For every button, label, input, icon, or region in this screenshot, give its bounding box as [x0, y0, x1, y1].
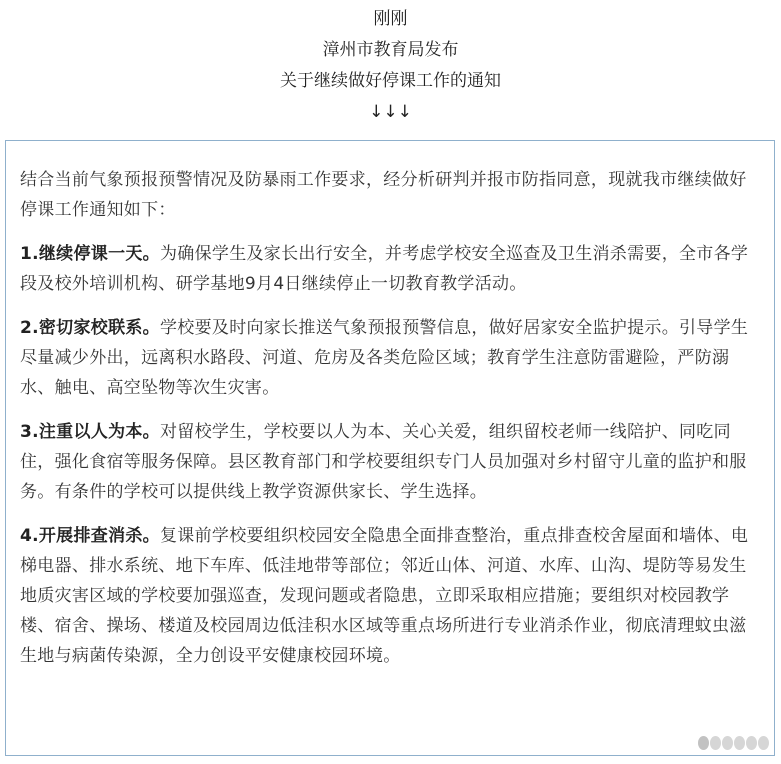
section-body: 学校要及时向家长推送气象预报预警信息，做好居家安全监护提示。引导学生尽量减少外出，远离积水路段、河道、危房及各类危险区域；教育学生注意防雷避险，严防溺水、触电、高空坠物等次生灾害。 — [20, 318, 749, 398]
section-title: 4.开展排查消杀。 — [20, 526, 160, 546]
notice-section-1 — [20, 239, 760, 299]
section-title: 2.密切家校联系。 — [20, 318, 160, 338]
notice-header — [0, 4, 781, 128]
notice-intro: 结合当前气象预报预警情况及防暴雨工作要求，经分析研判并报市防指同意，现就我市继续做好停课工作通知如下： — [20, 170, 747, 220]
header-arrows: ↓↓↓ — [369, 102, 412, 122]
watermark-dot-icon — [710, 736, 721, 750]
watermark-dot-icon — [758, 736, 769, 750]
notice-section-4 — [20, 521, 760, 671]
section-body: 对留校学生，学校要以人为本、关心关爱，组织留校老师一线陪护、同吃同住，强化食宿等服务保障。县区教育部门和学校要组织专门人员加强对乡村留守儿童的监护和服务。有条件的学校可以提供线上教学资源供家长、学生选择。 — [20, 422, 747, 502]
header-just-now: 刚刚 — [373, 9, 408, 29]
watermark-dot-icon — [746, 736, 757, 750]
watermark-logo — [698, 736, 769, 750]
notice-section-2 — [20, 313, 760, 403]
watermark-dot-icon — [722, 736, 733, 750]
section-body: 复课前学校要组织校园安全隐患全面排查整治，重点排查校舍屋面和墙体、电梯电器、排水系统、地下车库、低洼地带等部位；邻近山体、河道、水库、山沟、堤防等易发生地质灾害区域的学校要加强巡查，发现问题或者隐患，立即采取相应措施；要组织对校园教学楼、宿舍、操场、楼道及校园周边低洼积水区域等重点场所进行专业消杀作业，彻底清理蚊虫滋生地与病菌传染源，全力创设平安健康校园环境。 — [20, 526, 749, 666]
header-publisher: 漳州市教育局发布 — [322, 40, 459, 60]
watermark-dot-icon — [734, 736, 745, 750]
header-notice-title: 关于继续做好停课工作的通知 — [280, 71, 501, 91]
section-title: 3.注重以人为本。 — [20, 422, 160, 442]
section-title: 1.继续停课一天。 — [20, 244, 160, 264]
notice-box — [5, 140, 775, 756]
watermark-dot-icon — [698, 736, 709, 750]
section-body: 为确保学生及家长出行安全，并考虑学校安全巡查及卫生消杀需要，全市各学段及校外培训机构、研学基地9月4日继续停止一切教育教学活动。 — [20, 244, 749, 294]
notice-section-3 — [20, 417, 760, 507]
